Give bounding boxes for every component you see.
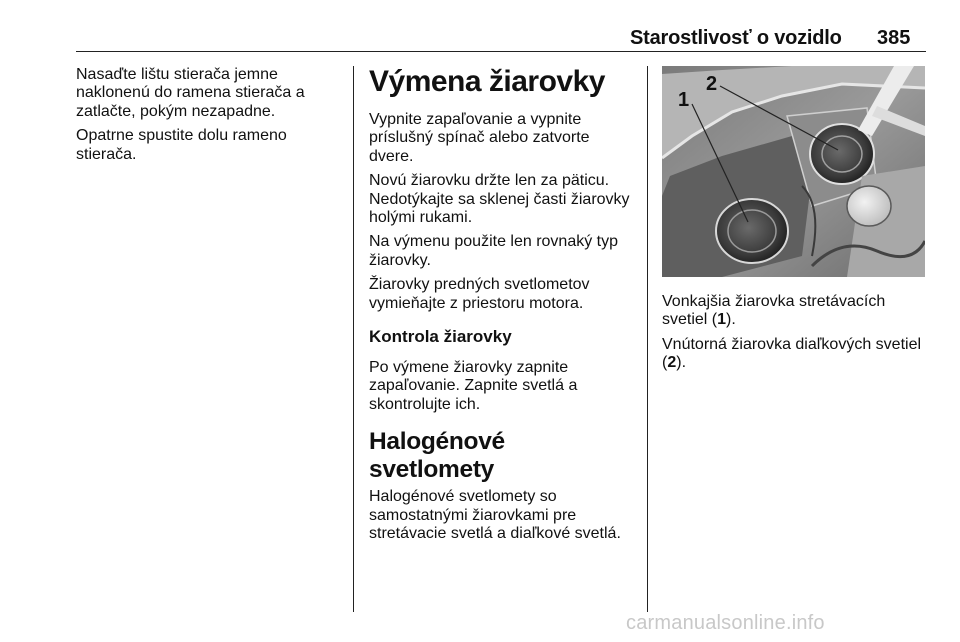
reference-1: 1 [717,311,727,329]
paragraph-wiper-arm: Opatrne spustite dolu rameno stierača. [76,127,287,163]
subheading-bulb-check: Kontrola žiarovky [369,327,512,347]
header-title: Starostlivosť o vozidlo [630,27,842,49]
paragraph-wiper-blade: Nasaďte lištu stierača jemne naklonenú do ramena stierača a zatlačte, pokým nezapadne. [76,66,305,120]
caption-low-beam: Vonkajšia žiarovka stretávacích svetiel (1). [662,293,886,329]
column-2 [369,66,635,550]
figure-label-2: 2 [706,73,718,95]
caption-high-beam: Vnútorná žiarovka diaľkových svetiel (2). [662,335,922,372]
section-heading-bulb-replacement: Výmena žiarovky [369,65,605,98]
paragraph-same-type: Na výmenu použite len rovnaký typ žiarovky. [369,233,619,269]
header-rule [76,51,926,52]
low-beam-cap [716,199,788,263]
paragraph-check-lights: Po výmene žiarovky zapnite zapaľovanie. Zapnite svetlá a skontrolujte ich. [369,359,578,413]
page-number: 385 [877,27,911,49]
watermark: carmanualsonline.info [626,612,825,634]
column-divider-left [353,66,354,612]
paragraph-engine-compartment: Žiarovky predných svetlometov vymieňajte z priestoru motora. [369,276,590,312]
paragraph-halogen-description: Halogénové svetlomety so samostatnými žiarovkami pre stretávacie svetlá a diaľkové svetlá. [369,488,621,543]
reference-2: 2 [667,354,677,372]
column-divider-right [647,66,648,612]
section-heading-halogen: Halogénové svetlomety [369,428,505,484]
paragraph-ignition-off: Vypnite zapaľovanie a vypnite príslušný spínač alebo zatvorte dvere. [369,111,590,165]
high-beam-cap [810,124,874,184]
column-1 [76,66,338,170]
paragraph-hold-bulb: Novú žiarovku držte len za päticu. Nedotýkajte sa sklenej časti žiarovky holými rukami. [369,172,630,227]
figure-label-1: 1 [678,89,690,111]
engine-compartment-figure [662,66,925,277]
washer-reservoir-cap [847,186,891,226]
column-3 [662,66,927,379]
